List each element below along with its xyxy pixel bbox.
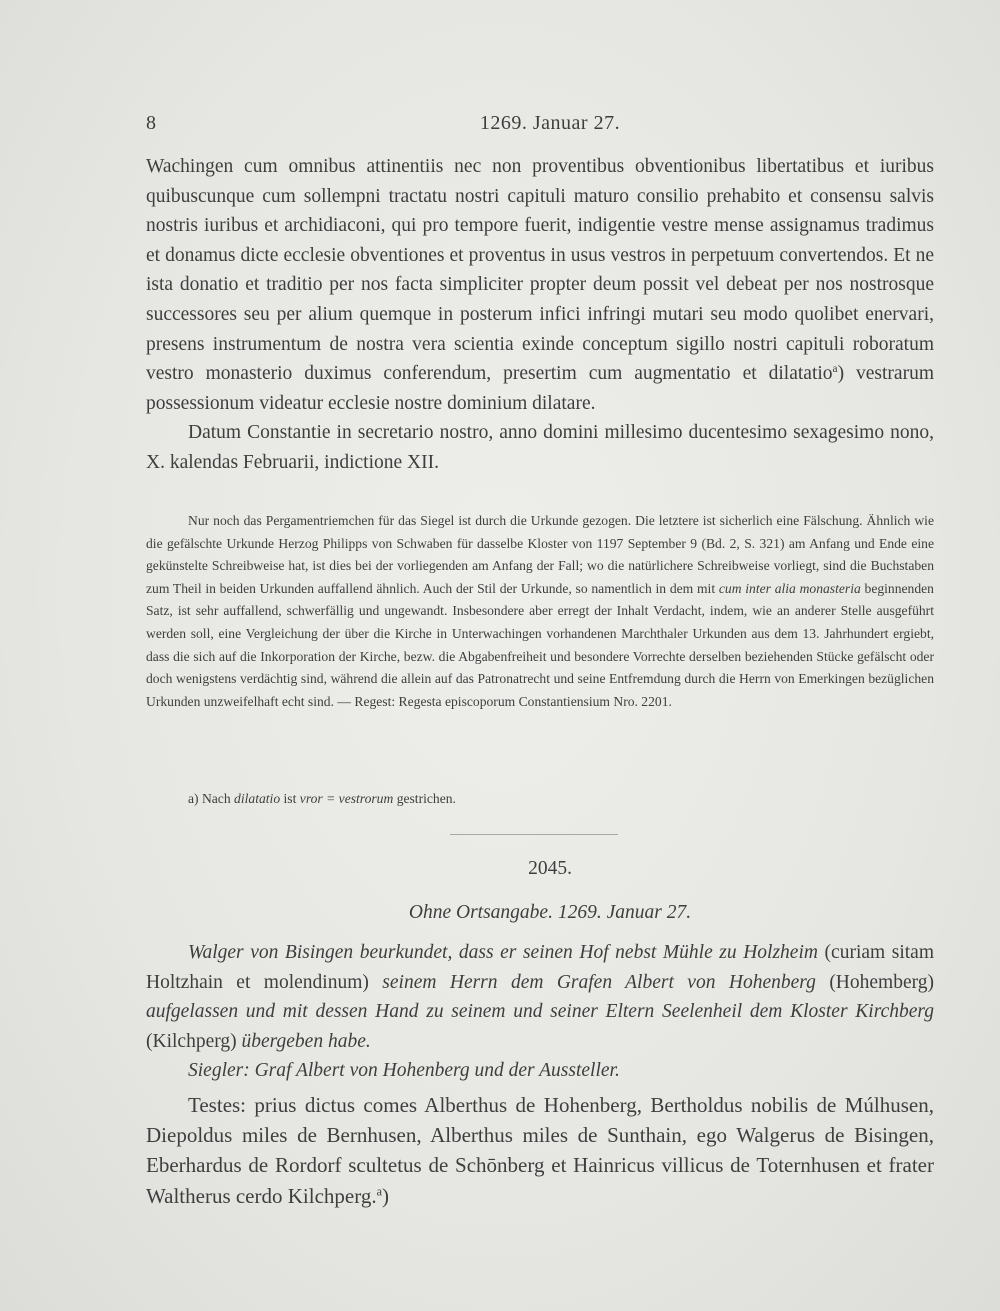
- footnote: [146, 788, 934, 810]
- regest-quote: (Hohemberg): [829, 971, 935, 993]
- note-text-part1: Nur noch das Pergamentriemchen für das Siegel ist durch die Urkunde gezogen. Die letztere ist sicherlich eine Fälschung. Ähnlich wie die gefälschte Urkunde Herzog Philipps von Schwaben für dasselbe Kloster von 1197 September 9 (Bd. 2, S. 321) am Anfang und Ende eine gekünstelte Schreibweise hat, ist dies bei der vorliegenden am Anfang der Fall; wo die natürlichere Schreibweise vorliegt, sind die Buchstaben zum Theil in beiden Urkunden auffallend ähnlich. Auch der Stil der Urkunde, so namentlich in dem mit: [146, 513, 934, 596]
- footnote-end: gestrichen.: [396, 791, 456, 806]
- document-date: Ohne Ortsangabe. 1269. Januar 27.: [408, 902, 692, 923]
- footnote-label: a) Nach: [188, 791, 231, 806]
- editorial-notes: [146, 510, 934, 713]
- regest: [146, 938, 934, 1086]
- regest-summary: [146, 938, 934, 1056]
- footnote-marker: a: [832, 363, 838, 376]
- note-quote: cum inter alia monasteria: [718, 580, 861, 596]
- charter-body-part1: Wachingen cum omnibus attinentiis nec non proventibus obventionibus libertatibus et iuribus quibuscunque cum sollempni tractatu nostri capituli maturo consilio prehabito et consensu salvis nostris iuribus et archidiaconi, qui pro tempore fuerit, indigentie vestre mense assignamus tradimus et donamus dicte ecclesie obventiones et proventus in usus vestros in perpetuum convertendos. Et ne ista donatio et traditio per nos facta simpliciter propter deum possit vel debeat per nos nostrosque successores seu per alium quemque in posterum infici infringi mutari seu modo quolibet enervari, presens instrumentum de nostra vera scientia exinde conceptum sigillo nostri capituli roboratum vestro monasterio duximus conferendum, presertim cum augmentatio et dilatatio: [146, 156, 934, 385]
- footnote-abbrev: vror = vestrorum: [299, 791, 394, 806]
- page-number: 8: [146, 112, 156, 134]
- regest-part: Walger von Bisingen beurkundet, dass er seinen Hof nebst Mühle zu Holzheim: [188, 942, 818, 963]
- charter-datum: Datum Constantie in secretario nostro, anno domini millesimo ducentesimo sexagesimo nono, X. kalendas Februarii, indictione XII.: [146, 422, 934, 473]
- siegler-line: Siegler: Graf Albert von Hohenberg und der Aussteller.: [188, 1060, 620, 1082]
- testes-text: [146, 1090, 934, 1211]
- charter-text: [146, 152, 934, 478]
- testes-close: ): [382, 1183, 389, 1208]
- document-number: 2045.: [528, 858, 572, 879]
- editorial-note: [146, 510, 934, 713]
- page-header: [146, 112, 934, 142]
- footnote-marker: a: [376, 1184, 382, 1199]
- witness-list: [146, 1090, 934, 1211]
- running-title: 1269. Januar 27.: [479, 112, 621, 134]
- regest-part: übergeben habe.: [241, 1030, 371, 1052]
- charter-body: [146, 152, 934, 418]
- regest-quote: (curiam sitam Holtzhain et molendinum): [146, 942, 934, 993]
- regest-quote: (Kilchperg): [146, 1030, 237, 1052]
- note-text-part2: beginnenden Satz, ist sehr auffallend, schwerfällig und ungewandt. Insbesondere aber erregt der Inhalt Verdacht, indem, wie an anderer Stelle ausgeführt werden soll, eine Vergleichung der über die Kirche in Unterwachingen vorhandenen Marchthaler Urkunden aus dem 13. Jahrhundert ergiebt, dass die sich auf die Inkorporation der Kirche, bezw. die Abgabenfreiheit und besondere Vorrechte derselben beziehenden Stücke gefälscht oder doch wenigstens verdächtig sind, während die allein auf das Patronatrecht und seine Entfremdung durch die Herrn von Emerkingen bezüglichen Urkunden unzweifelhaft echt sind. — Regest: Regesta episcoporum Constantiensium Nro. 2201.: [146, 580, 934, 709]
- regest-part: seinem Herrn dem Grafen Albert von Hohenberg: [382, 971, 816, 993]
- section-divider: [450, 834, 618, 835]
- footnote-mid: ist: [283, 791, 297, 806]
- footnote-word: dilatatio: [234, 791, 281, 806]
- charter-body-part2: ) vestrarum possessionum videatur ecclesie nostre dominium dilatare.: [146, 363, 934, 414]
- regest-part: aufgelassen und mit dessen Hand zu seinem und seiner Eltern Seelenheil dem Kloster Kirchberg: [146, 1001, 934, 1023]
- testes-body: Testes: prius dictus comes Alberthus de Hohenberg, Bertholdus nobilis de Múlhusen, Diepoldus miles de Bernhusen, Alberthus miles de Sunthain, ego Walgerus de Bisingen, Eberhardus de Rordorf scultetus de Schōnberg et Hainricus villicus de Toternhusen et frater Waltherus cerdo Kilchperg.: [146, 1093, 934, 1208]
